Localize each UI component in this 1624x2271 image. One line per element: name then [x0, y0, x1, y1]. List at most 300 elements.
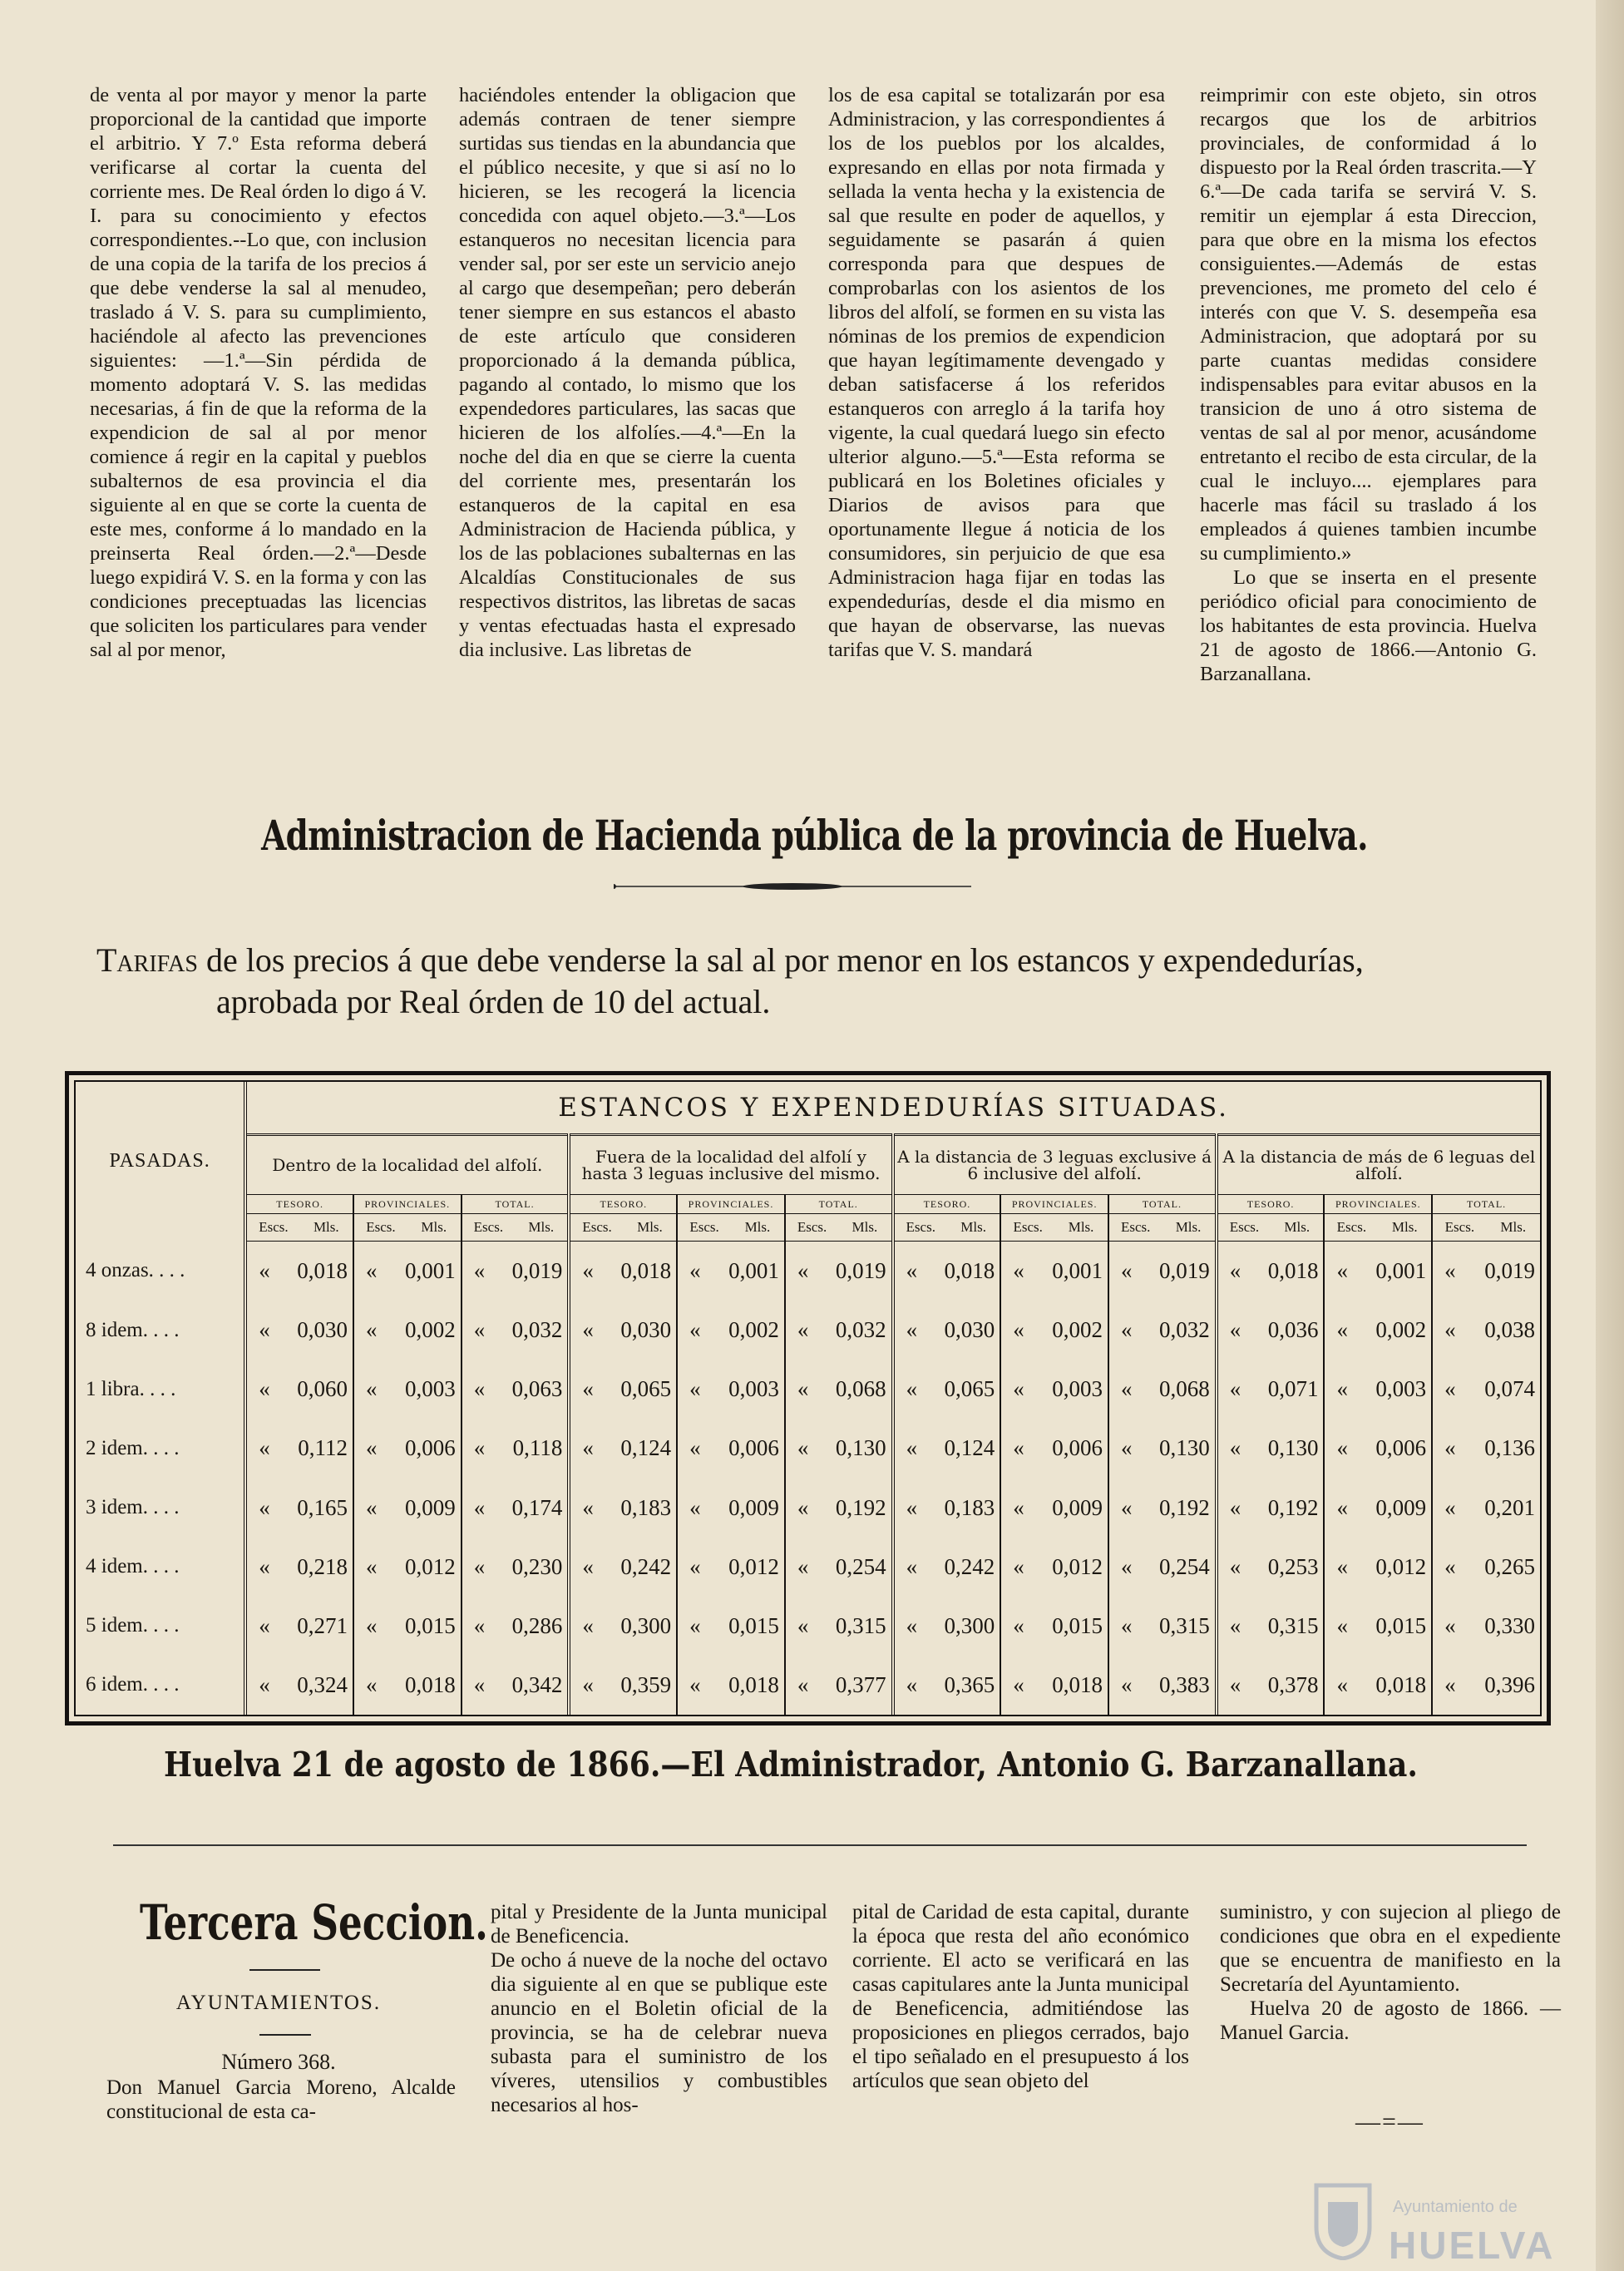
ditto-mark: « [473, 1553, 486, 1579]
table-cell [677, 1656, 785, 1715]
table-cell [785, 1656, 893, 1715]
table-cell [1108, 1597, 1217, 1656]
cell-value: 0,230 [511, 1553, 563, 1579]
ditto-mark: « [1336, 1553, 1348, 1579]
unit-header [1000, 1214, 1108, 1242]
ditto-mark: « [473, 1494, 486, 1520]
cell-value: 0,012 [728, 1553, 779, 1579]
sub-header: PROVINCIALES. [353, 1195, 462, 1214]
table-cell [1108, 1419, 1217, 1478]
table-cell [785, 1597, 893, 1656]
bottom-column-3 [852, 1900, 1189, 2093]
table-row [76, 1301, 1540, 1360]
sub-header: TESORO. [245, 1195, 353, 1214]
ditto-mark: « [1013, 1258, 1024, 1284]
ditto-mark: « [1444, 1494, 1456, 1520]
cell-value: 0,009 [1052, 1494, 1103, 1520]
text-column-4 [1200, 83, 1537, 686]
sub-header: TESORO. [1217, 1195, 1325, 1214]
unit-escudos: Escs. [473, 1219, 504, 1235]
paragraph: suministro, y con sujecion al pliego de condiciones que obra en el expediente que se encuentra de manifiesto en la Secretaría del Ayuntamiento. [1220, 1901, 1561, 1996]
watermark-line-2: HUELVA [1389, 2224, 1556, 2267]
unit-escudos: Escs. [259, 1219, 289, 1235]
ditto-mark: « [1336, 1258, 1348, 1284]
ditto-mark: « [797, 1317, 809, 1343]
table-row [76, 1538, 1540, 1597]
sub-header: TOTAL. [1432, 1195, 1540, 1214]
cell-value: 0,015 [1375, 1612, 1427, 1638]
table-cell [1324, 1656, 1432, 1715]
tariff-heading-first-word: Tarifas [96, 941, 198, 979]
table-row [76, 1597, 1540, 1656]
table-cell [245, 1419, 353, 1478]
table-cell [893, 1301, 1001, 1360]
paragraph: reimprimir con este objeto, sin otros recargos que los de arbitrios provinciales, de conformidad á lo dispuesto por la Real órden trascrita.—Y 6.ª—De cada tarifa se servirá V. S. remitir un ejemplar á esta Direccion, para que obre en la misma los efectos consiguientes.—Además de estas prevenciones, me prometo del celo é interés con que V. S. desempeña esa Administracion, que adoptará por su parte cuantas medidas considere indispensables para evitar abusos en la transicion de uno á otro sistema de ventas de sal al por menor, acusándome entretanto el recibo de esta circular, de la cual le incluyo.... ejemplares para hacerle mas fácil su traslado á los empleados á quienes tambien incumbe su cumplimiento.» [1200, 84, 1537, 565]
tariff-heading [96, 940, 1543, 1023]
ditto-mark: « [906, 1553, 918, 1579]
unit-escudos: Escs. [366, 1219, 396, 1235]
cell-value: 0,012 [1052, 1553, 1103, 1579]
short-rule [249, 1969, 320, 1971]
cell-value: 0,324 [297, 1671, 348, 1697]
table-cell [353, 1656, 462, 1715]
ditto-mark: « [259, 1435, 270, 1461]
table-cell [1000, 1301, 1108, 1360]
unit-escudos: Escs. [1013, 1219, 1043, 1235]
row-label: 1 libra. . . . [86, 1377, 176, 1400]
ditto-mark: « [582, 1494, 594, 1520]
cell-value: 0,342 [511, 1671, 563, 1697]
ditto-mark: « [1121, 1317, 1133, 1343]
cell-value: 0,018 [404, 1671, 456, 1697]
table-cell [677, 1597, 785, 1656]
cell-value: 0,378 [1267, 1671, 1319, 1697]
administration-title: Administracion de Hacienda pública de la provincia de Huelva. [261, 811, 1368, 860]
ditto-mark: « [365, 1317, 378, 1343]
table-cell [893, 1597, 1001, 1656]
unit-header [785, 1214, 893, 1242]
cell-value: 0,002 [404, 1317, 456, 1343]
page-edge [1596, 0, 1624, 2271]
ditto-mark: « [259, 1317, 270, 1343]
table-cell [677, 1479, 785, 1538]
unit-milesimas: Mls. [960, 1219, 986, 1235]
cell-value: 0,032 [1158, 1317, 1210, 1343]
paragraph: Lo que se inserta en el presente periódico oficial para conocimiento de los habitantes de esta provincia. Huelva 21 de agosto de 1866.—Antonio G. Barzanallana. [1200, 566, 1537, 685]
cell-value: 0,183 [944, 1494, 995, 1520]
unit-header [1217, 1214, 1325, 1242]
coat-of-arms-icon [1310, 2177, 1376, 2260]
ditto-mark: « [259, 1553, 270, 1579]
sub-header: TOTAL. [785, 1195, 893, 1214]
cell-value: 0,359 [620, 1671, 672, 1697]
text-column-1 [90, 83, 427, 662]
cell-value: 0,006 [404, 1435, 456, 1461]
row-label: 4 onzas. . . . [86, 1259, 185, 1282]
cell-value: 0,006 [728, 1435, 779, 1461]
unit-escudos: Escs. [906, 1219, 935, 1235]
ditto-mark: « [1013, 1553, 1024, 1579]
unit-milesimas: Mls. [1284, 1219, 1311, 1235]
cell-value: 0,242 [944, 1553, 995, 1579]
ditto-mark: « [473, 1435, 486, 1461]
ditto-mark: « [1013, 1494, 1024, 1520]
unit-header [353, 1214, 462, 1242]
unit-milesimas: Mls. [528, 1219, 555, 1235]
table-cell [1217, 1656, 1325, 1715]
cell-value: 0,201 [1484, 1494, 1535, 1520]
cell-value: 0,036 [1267, 1317, 1319, 1343]
cell-value: 0,377 [835, 1671, 886, 1697]
cell-value: 0,130 [835, 1435, 886, 1461]
ditto-mark: « [797, 1376, 809, 1402]
table-cell [677, 1242, 785, 1301]
table-cell [785, 1479, 893, 1538]
table-cell [353, 1301, 462, 1360]
ditto-mark: « [1336, 1376, 1348, 1402]
table-cell [785, 1360, 893, 1419]
table-cell [1217, 1301, 1325, 1360]
paragraph: De ocho á nueve de la noche del octavo dia siguiente al en que se publique este anuncio en el Boletin oficial de la provincia, se ha de celebrar nueva subasta para el suministro de los víveres, utensilios y combustibles necesarios al hos- [491, 1949, 827, 2116]
unit-escudos: Escs. [797, 1219, 827, 1235]
unit-milesimas: Mls. [1175, 1219, 1202, 1235]
ditto-mark: « [365, 1435, 378, 1461]
cell-value: 0,002 [728, 1317, 779, 1343]
table-cell [245, 1479, 353, 1538]
table-cell [1324, 1419, 1432, 1478]
ditto-mark: « [259, 1258, 270, 1284]
table-cell [462, 1301, 570, 1360]
table-cell [353, 1419, 462, 1478]
table-cell [1432, 1242, 1540, 1301]
table-cell [1108, 1656, 1217, 1715]
unit-header [1108, 1214, 1217, 1242]
ditto-mark: « [1121, 1671, 1133, 1697]
table-cell [1000, 1242, 1108, 1301]
ditto-mark: « [689, 1494, 701, 1520]
ditto-mark: « [906, 1317, 918, 1343]
cell-value: 0,012 [404, 1553, 456, 1579]
table-cell [245, 1656, 353, 1715]
ditto-mark: « [365, 1494, 378, 1520]
table-cell [353, 1538, 462, 1597]
tariff-heading-line-1: de los precios á que debe venderse la sal al por menor en los estancos y expendedurías, [197, 941, 1364, 979]
table-cell [1324, 1538, 1432, 1597]
table-row [76, 1242, 1540, 1301]
ditto-mark: « [689, 1376, 701, 1402]
table-cell [785, 1419, 893, 1478]
table-cell [353, 1597, 462, 1656]
tariff-table [76, 1082, 1540, 1715]
cell-value: 0,136 [1484, 1435, 1535, 1461]
unit-header [1324, 1214, 1432, 1242]
table-cell [245, 1538, 353, 1597]
cell-value: 0,001 [1052, 1258, 1103, 1284]
cell-value: 0,118 [512, 1435, 563, 1461]
table-cell [1000, 1538, 1108, 1597]
cell-value: 0,006 [1052, 1435, 1103, 1461]
cell-value: 0,018 [1267, 1258, 1319, 1284]
cell-value: 0,218 [297, 1553, 348, 1579]
table-cell [893, 1419, 1001, 1478]
table-cell [245, 1597, 353, 1656]
unit-milesimas: Mls. [744, 1219, 771, 1235]
table-cell [1217, 1419, 1325, 1478]
ditto-mark: « [365, 1376, 378, 1402]
ditto-mark: « [1336, 1494, 1348, 1520]
cell-value: 0,060 [297, 1376, 348, 1402]
ditto-mark: « [1121, 1494, 1133, 1520]
cell-value: 0,254 [835, 1553, 886, 1579]
table-cell [1432, 1419, 1540, 1478]
ditto-mark: « [1121, 1376, 1133, 1402]
table-cell [893, 1656, 1001, 1715]
tariff-table-frame [65, 1071, 1551, 1725]
cell-value: 0,124 [620, 1435, 672, 1461]
ditto-mark: « [1229, 1258, 1241, 1284]
sub-header: TOTAL. [462, 1195, 570, 1214]
ditto-mark: « [797, 1494, 809, 1520]
ditto-mark: « [582, 1612, 594, 1638]
cell-value: 0,012 [1375, 1553, 1427, 1579]
unit-header [245, 1214, 353, 1242]
table-cell [1108, 1301, 1217, 1360]
ditto-mark: « [473, 1317, 486, 1343]
ditto-mark: « [582, 1258, 594, 1284]
cell-value: 0,065 [620, 1376, 672, 1402]
table-cell [893, 1360, 1001, 1419]
table-cell [353, 1360, 462, 1419]
table-cell [1217, 1538, 1325, 1597]
group-header: Dentro de la localidad del alfolí. [245, 1135, 569, 1195]
ditto-mark: « [1336, 1317, 1348, 1343]
ditto-mark: « [1229, 1553, 1241, 1579]
table-cell [462, 1538, 570, 1597]
cell-value: 0,032 [511, 1317, 563, 1343]
ditto-mark: « [797, 1553, 809, 1579]
unit-milesimas: Mls. [1391, 1219, 1418, 1235]
cell-value: 0,038 [1484, 1317, 1535, 1343]
cell-value: 0,315 [1267, 1612, 1319, 1638]
ditto-mark: « [1013, 1376, 1024, 1402]
cell-value: 0,300 [944, 1612, 995, 1638]
ditto-mark: « [1013, 1671, 1024, 1697]
table-cell [569, 1419, 677, 1478]
section-title: Tercera Seccion. [140, 1894, 488, 1951]
table-cell [353, 1479, 462, 1538]
cell-value: 0,068 [1158, 1376, 1210, 1402]
cell-value: 0,030 [944, 1317, 995, 1343]
table-cell [1432, 1479, 1540, 1538]
cell-value: 0,192 [1158, 1494, 1210, 1520]
ditto-mark: « [906, 1376, 918, 1402]
cell-value: 0,183 [620, 1494, 672, 1520]
ditto-mark: « [473, 1376, 486, 1402]
table-cell [1432, 1597, 1540, 1656]
subsection-title: AYUNTAMIENTOS. [175, 1992, 382, 2014]
cell-value: 0,002 [1052, 1317, 1103, 1343]
table-cell [1324, 1360, 1432, 1419]
table-cell [1000, 1597, 1108, 1656]
table-row [76, 1479, 1540, 1538]
unit-escudos: Escs. [582, 1219, 612, 1235]
table-cell [1324, 1242, 1432, 1301]
ditto-mark: « [582, 1376, 594, 1402]
unit-escudos: Escs. [1120, 1219, 1151, 1235]
watermark [1310, 2177, 1584, 2267]
ditto-mark: « [582, 1435, 594, 1461]
ditto-mark: « [473, 1258, 486, 1284]
unit-escudos: Escs. [1444, 1219, 1475, 1235]
ditto-mark: « [1444, 1612, 1456, 1638]
table-cell [569, 1538, 677, 1597]
ditto-mark: « [689, 1435, 701, 1461]
ditto-mark: « [1444, 1376, 1456, 1402]
cell-value: 0,015 [1052, 1612, 1103, 1638]
cell-value: 0,006 [1375, 1435, 1427, 1461]
unit-milesimas: Mls. [421, 1219, 447, 1235]
ditto-mark: « [473, 1612, 486, 1638]
group-header: A la distancia de más de 6 leguas del alfolí. [1217, 1135, 1540, 1195]
unit-milesimas: Mls. [851, 1219, 878, 1235]
cell-value: 0,030 [620, 1317, 672, 1343]
row-label: 5 idem. . . . [86, 1614, 180, 1637]
ditto-mark: « [365, 1671, 378, 1697]
ditto-mark: « [1229, 1671, 1241, 1697]
ditto-mark: « [1444, 1258, 1456, 1284]
text-column-3 [828, 83, 1165, 662]
ditto-mark: « [1229, 1494, 1241, 1520]
row-label: 8 idem. . . . [86, 1318, 180, 1341]
table-cell [1108, 1538, 1217, 1597]
unit-milesimas: Mls. [1500, 1219, 1527, 1235]
ditto-mark: « [1229, 1317, 1241, 1343]
ditto-mark: « [473, 1671, 486, 1697]
cell-value: 0,124 [944, 1435, 995, 1461]
table-cell [785, 1538, 893, 1597]
ditto-mark: « [582, 1553, 594, 1579]
group-header: Fuera de la localidad del alfolí y hasta 3 leguas inclusive del mismo. [569, 1135, 892, 1195]
ditto-mark: « [797, 1258, 809, 1284]
cell-value: 0,315 [1158, 1612, 1210, 1638]
ornament-rule-icon [614, 881, 971, 891]
table-cell [462, 1242, 570, 1301]
cell-value: 0,018 [728, 1671, 779, 1697]
table-cell [569, 1597, 677, 1656]
cell-value: 0,192 [1267, 1494, 1319, 1520]
pasadas-header: PASADAS. [109, 1150, 210, 1173]
cell-value: 0,001 [1375, 1258, 1427, 1284]
ditto-mark: « [797, 1612, 809, 1638]
unit-escudos: Escs. [689, 1219, 719, 1235]
ditto-mark: « [906, 1258, 918, 1284]
table-cell [1000, 1656, 1108, 1715]
table-cell [462, 1419, 570, 1478]
cell-value: 0,009 [404, 1494, 456, 1520]
cell-value: 0,330 [1484, 1612, 1535, 1638]
cell-value: 0,286 [511, 1612, 563, 1638]
table-cell [677, 1301, 785, 1360]
cell-value: 0,018 [1375, 1671, 1427, 1697]
group-header: A la distancia de 3 leguas exclusive á 6 inclusive del alfolí. [893, 1135, 1217, 1195]
tariff-heading-line-2: aprobada por Real órden de 10 del actual. [216, 983, 771, 1020]
ditto-mark: « [1229, 1435, 1241, 1461]
cell-value: 0,018 [1052, 1671, 1103, 1697]
bottom-column-1 [106, 2076, 456, 2124]
table-cell [1324, 1479, 1432, 1538]
table-cell [245, 1242, 353, 1301]
ditto-mark: « [1336, 1671, 1348, 1697]
cell-value: 0,001 [728, 1258, 779, 1284]
cell-value: 0,130 [1158, 1435, 1210, 1461]
cell-value: 0,019 [511, 1258, 563, 1284]
cell-value: 0,015 [404, 1612, 456, 1638]
ditto-mark: « [1121, 1612, 1133, 1638]
ditto-mark: « [689, 1258, 701, 1284]
ditto-mark: « [1229, 1612, 1241, 1638]
row-label: 3 idem. . . . [86, 1496, 180, 1519]
table-cell [677, 1538, 785, 1597]
table-cell [569, 1656, 677, 1715]
sub-header: TOTAL. [1108, 1195, 1217, 1214]
cell-value: 0,265 [1484, 1553, 1535, 1579]
unit-milesimas: Mls. [1068, 1219, 1094, 1235]
ditto-mark: « [365, 1258, 378, 1284]
ditto-mark: « [1013, 1435, 1024, 1461]
table-cell [1324, 1597, 1432, 1656]
ditto-mark: « [1121, 1553, 1133, 1579]
paragraph: Huelva 20 de agosto de 1866. —Manuel Garcia. [1220, 1997, 1561, 2044]
paragraph: de venta al por mayor y menor la parte proporcional de la cantidad que importe el arbitrio. Y 7.º Esta reforma deberá verificarse al cortar la cuenta del corriente mes. De Real órden lo digo á V. I. para su conocimiento y efectos correspondientes.--Lo que, con inclusion de una copia de la tarifa de los precios á que debe venderse la sal al menudeo, traslado á V. S. para su cumplimiento, haciéndole al afecto las prevenciones siguientes: —1.ª—Sin pérdida de momento adoptará V. S. las medidas necesarias, á fin de que la reforma de la expendicion de sal al por menor comience á regir en la capital y pueblos subalternos de esa provincia el dia siguiente al en que se corte la cuenta de este mes, conforme á lo mandado en la preinserta Real órden.—2.ª—Desde luego expidirá V. S. en la forma y con las condiciones preceptuadas las licencias que soliciten los particulares para vender sal al por menor, [90, 84, 427, 661]
table-cell [569, 1301, 677, 1360]
row-label: 4 idem. . . . [86, 1555, 180, 1578]
table-cell [893, 1538, 1001, 1597]
table-cell [1000, 1479, 1108, 1538]
table-cell [1108, 1242, 1217, 1301]
cell-value: 0,254 [1158, 1553, 1210, 1579]
cell-value: 0,174 [511, 1494, 563, 1520]
ditto-mark: « [1121, 1258, 1133, 1284]
cell-value: 0,253 [1267, 1553, 1319, 1579]
cell-value: 0,112 [298, 1435, 348, 1461]
section-divider [113, 1844, 1527, 1846]
cell-value: 0,018 [944, 1258, 995, 1284]
cell-value: 0,015 [728, 1612, 779, 1638]
cell-value: 0,003 [404, 1376, 456, 1402]
cell-value: 0,019 [1484, 1258, 1535, 1284]
text-column-2 [459, 83, 796, 662]
ditto-mark: « [1444, 1317, 1456, 1343]
cell-value: 0,192 [835, 1494, 886, 1520]
table-cell [462, 1479, 570, 1538]
table-cell [1217, 1479, 1325, 1538]
ditto-mark: « [259, 1612, 270, 1638]
table-cell [785, 1301, 893, 1360]
table-cell [785, 1242, 893, 1301]
cell-value: 0,001 [404, 1258, 456, 1284]
row-label: 6 idem. . . . [86, 1673, 180, 1696]
cell-value: 0,063 [511, 1376, 563, 1402]
ditto-mark: « [689, 1612, 701, 1638]
ditto-mark: « [797, 1435, 809, 1461]
short-rule [259, 2034, 311, 2036]
ditto-mark: « [259, 1671, 270, 1697]
table-cell [1324, 1301, 1432, 1360]
unit-escudos: Escs. [1336, 1219, 1367, 1235]
paragraph: pital de Caridad de esta capital, durante la época que resta del año económico corriente. El acto se verificará en las casas capitulares ante la Junta municipal de Beneficencia, admitiéndose las proposiciones en pliegos cerrados, bajo el tipo señalado en el presupuesto á los artículos que sean objeto del [852, 1901, 1189, 2092]
ditto-mark: « [1013, 1612, 1024, 1638]
table-cell [677, 1360, 785, 1419]
